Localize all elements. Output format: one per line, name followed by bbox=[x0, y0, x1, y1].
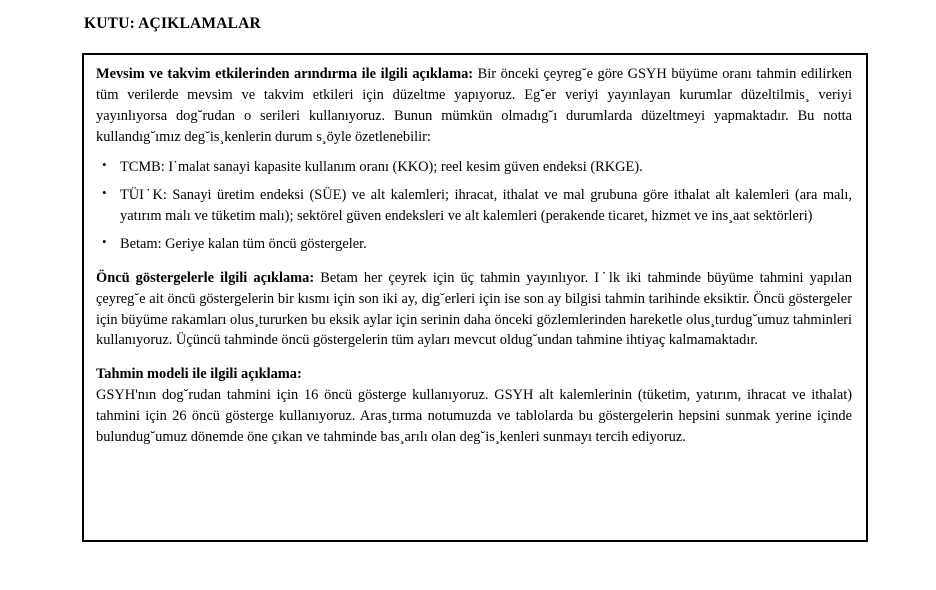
page-title: KUTU: AÇIKLAMALAR bbox=[84, 15, 261, 32]
list-item-text: Betam: Geriye kalan tüm öncü göstergeler. bbox=[120, 235, 367, 252]
section-leading-indicators-heading: Öncü göstergelerle ilgili açıklama: bbox=[96, 269, 315, 286]
list-item bbox=[96, 157, 852, 178]
explanations-box bbox=[82, 53, 868, 542]
bullet-dot-icon: • bbox=[102, 185, 107, 201]
explanations-box-content bbox=[96, 64, 852, 448]
section-seasonal-adjustment bbox=[96, 64, 852, 255]
section-leading-indicators-paragraph bbox=[96, 268, 852, 352]
section-seasonal-adjustment-heading: Mevsim ve takvim etkilerinden arındırma ile ilgili açıklama: bbox=[96, 66, 474, 82]
list-item bbox=[96, 234, 852, 255]
section-forecast-model-body: GSYH'nın dog˘rudan tahmini için 16 öncü gösterge kullanıyoruz. GSYH alt kalemlerinin (tüketim, yatırım, ihracat ve ithalat) tahmini için 26 öncü gösterge kullanıyoruz. Aras¸tırma notumuzda ve tablolarda bu göstergelerin hepsini sunmak yerine içinde bulundug˘umuz dönemde öne çıkan ve tahminde bas¸arılı olan deg˘is¸kenleri sunmayı tercih ediyoruz. bbox=[96, 387, 852, 446]
section-forecast-model bbox=[96, 364, 852, 448]
list-item-text: TÜI˙K: Sanayi üretim endeksi (SÜE) ve alt kalemleri; ihracat, ithalat ve mal grubuna göre ithalat alt kalemleri (ara malı, yatırım malı ve tüketim malı); sektörel güven endeksleri ve alt kalemleri (perakende ticaret, hizmet ve ins¸aat sektörleri) bbox=[120, 186, 852, 224]
list-item-text: TCMB: I˙malat sanayi kapasite kullanım oranı (KKO); reel kesim güven endeksi (RKGE). bbox=[120, 158, 643, 175]
section-seasonal-adjustment-body: Bir önceki çeyreg˘e göre GSYH büyüme oranı tahmin edilirken tüm verilerde mevsim ve takvim etkileri için düzeltme yapıyoruz. Eg˘er veriyi yayınlayan kurumlar düzeltilmis¸ veriyi yayınlıyorsa dog˘rudan o serileri kullanıyoruz. Bunun mümkün olmadıg˘ı durumlarda düzeltmeyi yapmaktadır. Bu notta kullandıg˘ımız deg˘is¸kenlerin durum s¸öyle özetlenebilir: bbox=[96, 66, 852, 145]
section-spacer bbox=[96, 255, 852, 268]
list-item bbox=[96, 185, 852, 227]
section-leading-indicators-body: Betam her çeyrek için üç tahmin yayınlıyor. I˙lk iki tahminde büyüme tahmini yapılan çeyreg˘e ait öncü göstergelerin bir kısmı için son iki ay, dig˘erleri için ise son ay bilgisi tahmin tarihinde eksiktir. Öncü göstergeler için büyüme rakamları olus¸tururken bu eksik aylar için serinin daha önceki gözlemlerinden hareketle olus¸turdug˘umuz tahminleri kullanıyoruz. Üçüncü tahminde öncü göstergelerin tüm ayları mevcut oldug˘undan tahmine ihtiyaç kalmamaktadır. bbox=[96, 269, 852, 349]
bullet-dot-icon: • bbox=[102, 234, 107, 250]
section-leading-indicators bbox=[96, 268, 852, 352]
section-spacer bbox=[96, 351, 852, 364]
section-forecast-model-heading: Tahmin modeli ile ilgili açıklama: bbox=[96, 366, 302, 383]
section-seasonal-adjustment-paragraph bbox=[96, 64, 852, 148]
seasonal-adjustment-bullet-list bbox=[96, 157, 852, 255]
bullet-dot-icon: • bbox=[102, 157, 107, 173]
